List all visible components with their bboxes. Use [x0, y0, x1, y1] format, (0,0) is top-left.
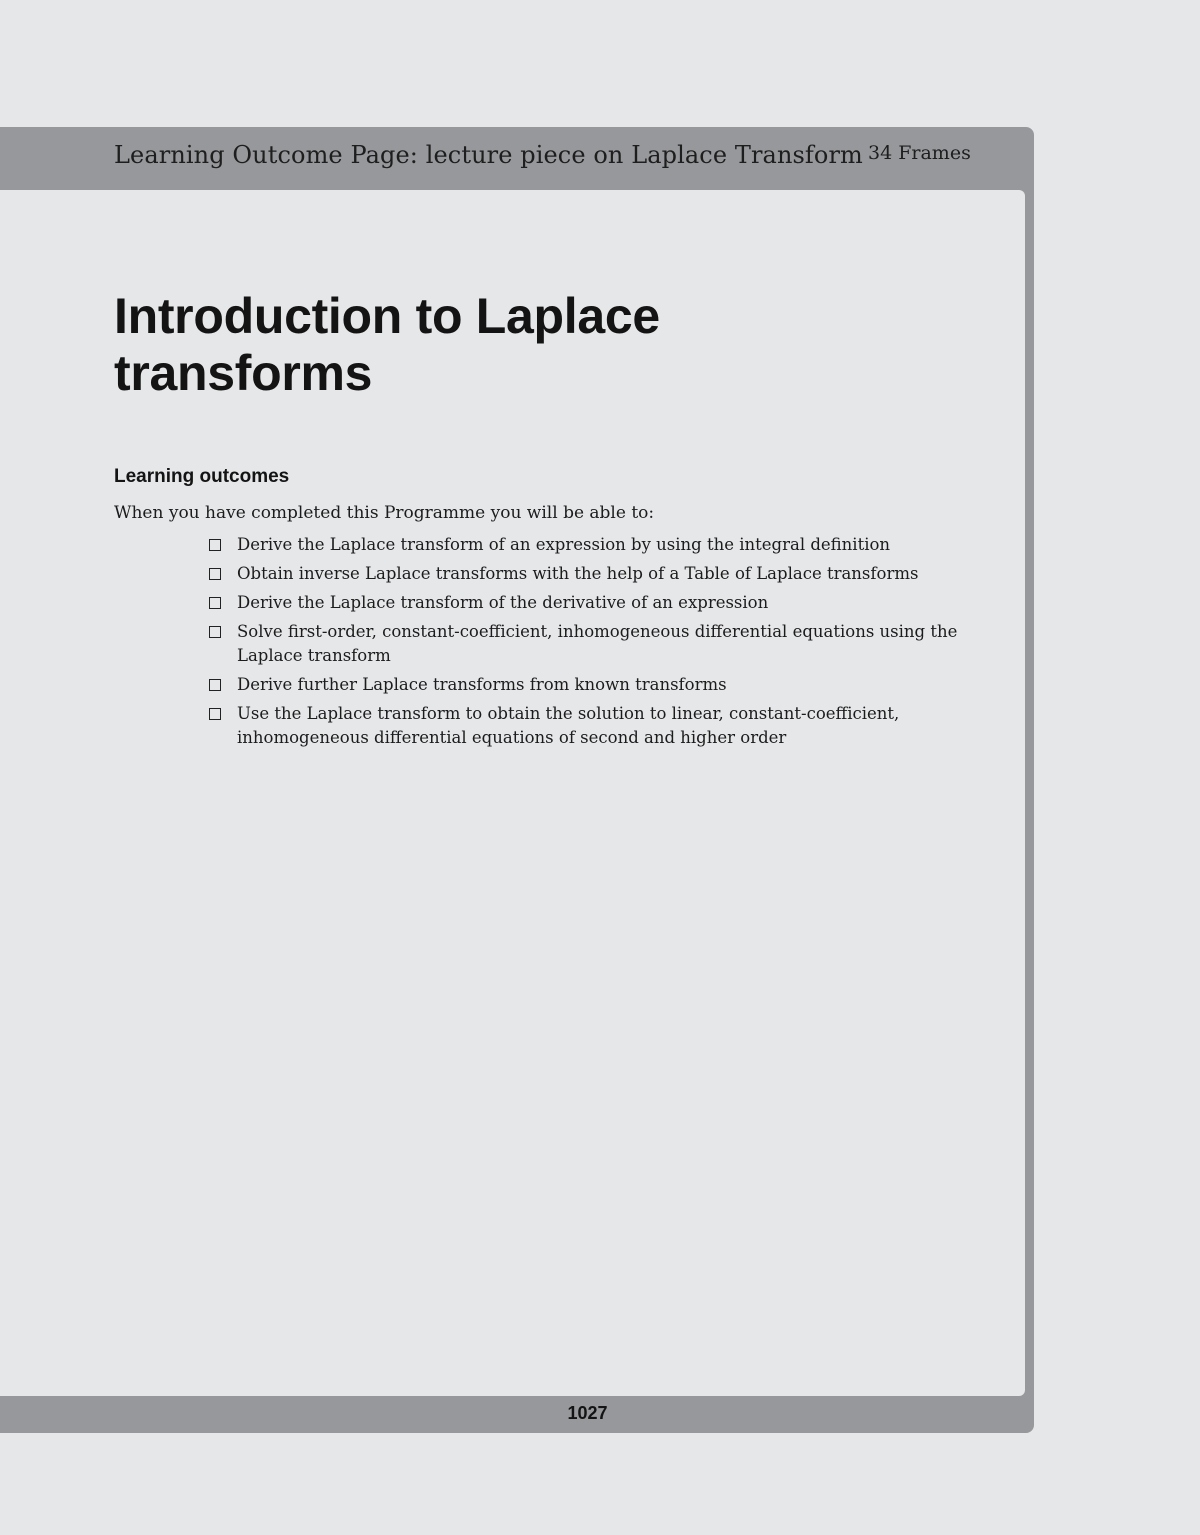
frames-count: 34 Frames — [868, 142, 971, 164]
outcome-text: Derive further Laplace transforms from known transforms — [237, 675, 727, 694]
header-title: Learning Outcome Page: lecture piece on Laplace Transform — [114, 141, 863, 169]
outcome-text: Obtain inverse Laplace transforms with the help of a Table of Laplace transforms — [237, 564, 919, 583]
outcome-text: Derive the Laplace transform of an expression by using the integral definition — [237, 535, 891, 554]
outcome-text: Solve first-order, constant-coefficient, inhomogeneous differential equations using the Laplace transform — [237, 622, 958, 665]
intro-text: When you have completed this Programme you will be able to: — [114, 503, 655, 523]
checkbox-icon — [209, 539, 221, 551]
outcome-text: Derive the Laplace transform of the derivative of an expression — [237, 593, 769, 612]
page-title: Introduction to Laplace transforms — [114, 288, 660, 401]
checkbox-icon — [209, 679, 221, 691]
outcome-item — [208, 673, 998, 697]
outcome-item — [208, 620, 998, 668]
outcome-item — [208, 533, 998, 557]
checkbox-icon — [209, 568, 221, 580]
checkbox-icon — [209, 626, 221, 638]
outcome-item — [208, 702, 998, 750]
page-number: 1027 — [567, 1403, 608, 1423]
outcomes-list — [208, 533, 998, 755]
section-heading: Learning outcomes — [114, 466, 290, 487]
outcome-item — [208, 591, 998, 615]
checkbox-icon — [209, 597, 221, 609]
outcome-item — [208, 562, 998, 586]
outcome-text: Use the Laplace transform to obtain the solution to linear, constant-coefficient, inhomogeneous differential equations of second and higher order — [237, 704, 900, 747]
checkbox-icon — [209, 708, 221, 720]
